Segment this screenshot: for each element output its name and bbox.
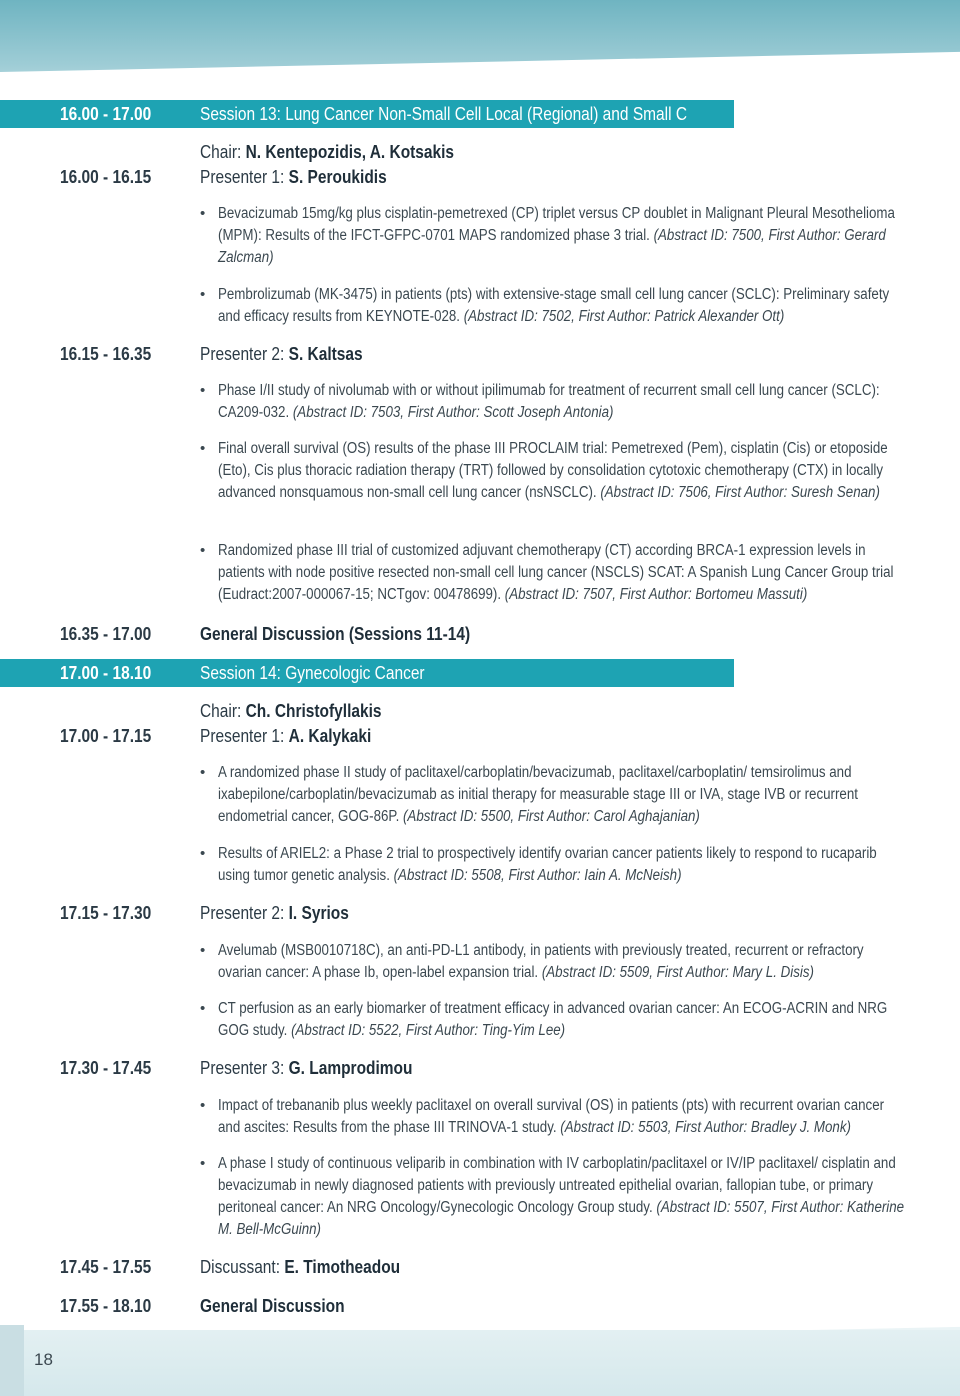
abstract-text: Bevacizumab 15mg/kg plus cisplatin-pemetrexed (CP) triplet versus CP doublet in Malignant Pleural Mesothelioma (MPM): Results of the IFCT-GFPC-0701 MAPS randomized phase 3 trial. (218, 205, 895, 244)
bullet-icon: • (200, 942, 206, 959)
abstract-text: Phase I/II study of nivolumab with or without ipilimumab for treatment of recurrent small cell lung cancer (SCLC): CA209-032. (218, 382, 880, 421)
abstract-item (200, 203, 940, 269)
presenter-name: S. Kaltsas (288, 344, 363, 364)
session-14-title: Session 14: Gynecologic Cancer (200, 663, 425, 683)
s14-discussant (200, 1256, 400, 1278)
chair-names: Ch. Christofyllakis (245, 701, 382, 721)
abstract-text: Results of ARIEL2: a Phase 2 trial to prospectively identify ovarian cancer patients likely to respond to rucaparib using tumor genetic analysis. (218, 845, 877, 884)
discussant-label: Discussant: (200, 1257, 285, 1277)
bullet-icon: • (200, 542, 206, 559)
presenter-label: Presenter 3: (200, 1058, 289, 1078)
bullet-icon: • (200, 440, 206, 457)
abstract-item (200, 540, 940, 606)
presenter-name: I. Syrios (288, 903, 349, 923)
presenter-label: Presenter 2: (200, 344, 289, 364)
abstract-ref: (Abstract ID: 5507, First Author: Katherine M. Bell-McGuinn) (218, 1199, 905, 1238)
abstract-text: A randomized phase II study of paclitaxel/carboplatin/bevacizumab, paclitaxel/carboplatin/ temsirolimus and ixabepilone/carboplatin/bevacizumab as initial therapy for measurable stage III or IVA, stage IVB or recurrent endometrial cancer, GOG-86P. (218, 764, 858, 825)
chair-label: Chair: (200, 142, 246, 162)
abstract-ref: (Abstract ID: 5503, First Author: Bradley J. Monk) (560, 1119, 851, 1136)
abstract-text: A phase I study of continuous veliparib in combination with IV carboplatin/paclitaxel or IV/IP paclitaxel/ cisplatin and bevacizumab in newly diagnosed patients with previously untreated epithelial ovarian, fallopian tube, or primary peritoneal cancer: An NRG Oncology/Gynecologic Oncology Group study. (218, 1155, 896, 1216)
abstract-ref: (Abstract ID: 5508, First Author: Iain A. McNeish) (393, 867, 682, 884)
presenter-label: Presenter 2: (200, 903, 289, 923)
bullet-icon: • (200, 205, 206, 222)
s13-p2-time: 16.15 - 16.35 (60, 344, 152, 364)
abstract-text: Randomized phase III trial of customized adjuvant chemotherapy (CT) according BRCA-1 expression levels in patients with node positive resected non-small cell lung cancer (NSCLS) SCAT: A Spanish Lung Cancer Group trial (Eudract:2007-000067-15; NCTgov: 00478699). (218, 542, 894, 603)
session-13-title: Session 13: Lung Cancer Non-Small Cell Local (Regional) and Small C (200, 104, 688, 124)
page-number: 18 (34, 1350, 53, 1369)
s14-discussion-title: General Discussion (200, 1296, 345, 1316)
bullet-icon: • (200, 286, 206, 303)
s14-p1-time: 17.00 - 17.15 (60, 726, 152, 746)
presenter-label: Presenter 1: (200, 726, 289, 746)
abstract-ref: (Abstract ID: 7500, First Author: Gerard Zalcman) (218, 227, 886, 266)
chair-names: N. Kentepozidis, A. Kotsakis (245, 142, 455, 162)
s13-p2-presenter (200, 343, 363, 365)
s14-p2-presenter (200, 902, 349, 924)
s14-discussant-time: 17.45 - 17.55 (60, 1257, 152, 1277)
abstract-text: Avelumab (MSB0010718C), an anti-PD-L1 antibody, in patients with previously treated, recurrent or refractory ovarian cancer: A phase Ib, open-label expansion trial. (218, 942, 864, 981)
abstract-ref: (Abstract ID: 7506, First Author: Suresh Senan) (600, 484, 880, 501)
abstract-item (200, 843, 940, 887)
bullet-icon: • (200, 1155, 206, 1172)
abstract-item (200, 284, 940, 328)
abstract-ref: (Abstract ID: 7507, First Author: Bortomeu Massuti) (504, 586, 808, 603)
abstract-item (200, 438, 940, 504)
presenter-name: G. Lamprodimou (288, 1058, 413, 1078)
abstract-item (200, 1095, 940, 1139)
presenter-name: A. Kalykaki (288, 726, 372, 746)
s13-p1-time: 16.00 - 16.15 (60, 167, 152, 187)
abstract-ref: (Abstract ID: 7502, First Author: Patrick Alexander Ott) (463, 308, 785, 325)
abstract-text: CT perfusion as an early biomarker of treatment efficacy in advanced ovarian cancer: An ECOG-ACRIN and NRG GOG study. (218, 1000, 888, 1039)
presenter-label: Presenter 1: (200, 167, 289, 187)
abstract-item (200, 1153, 940, 1241)
abstract-ref: (Abstract ID: 5522, First Author: Ting-Yim Lee) (291, 1022, 566, 1039)
chair-label: Chair: (200, 701, 246, 721)
bullet-icon: • (200, 382, 206, 399)
s14-p3-presenter (200, 1057, 412, 1079)
abstract-item (200, 940, 940, 984)
s13-discussion-time: 16.35 - 17.00 (60, 624, 152, 644)
s14-p2-time: 17.15 - 17.30 (60, 903, 152, 923)
session-14-chair (200, 700, 382, 722)
abstract-text: Impact of trebananib plus weekly paclitaxel on overall survival (OS) in patients (pts) with recurrent ovarian cancer and ascites: Results from the phase III TRINOVA-1 study. (218, 1097, 885, 1136)
abstract-text: Pembrolizumab (MK-3475) in patients (pts) with extensive-stage small cell lung cancer (SCLC): Preliminary safety and efficacy results from KEYNOTE-028. (218, 286, 890, 325)
bullet-icon: • (200, 1097, 206, 1114)
presenter-name: S. Peroukidis (288, 167, 387, 187)
s14-p3-time: 17.30 - 17.45 (60, 1058, 152, 1078)
abstract-ref: (Abstract ID: 7503, First Author: Scott Joseph Antonia) (292, 404, 614, 421)
s13-p1-presenter (200, 166, 387, 188)
discussant-name: E. Timotheadou (284, 1257, 401, 1277)
bullet-icon: • (200, 1000, 206, 1017)
session-13-time: 16.00 - 17.00 (60, 104, 152, 124)
session-13-chair (200, 141, 454, 163)
session-14-time: 17.00 - 18.10 (60, 663, 152, 683)
bullet-icon: • (200, 764, 206, 781)
abstract-text: Final overall survival (OS) results of the phase III PROCLAIM trial: Pemetrexed (Pem), cisplatin (Cis) or etoposide (Eto), Cis plus thoracic radiation therapy (TRT) followed by consolidation cytotoxic chemotherapy (CTX) in locally advanced nonsquamous non-small cell lung cancer (nsNSCLC). (218, 440, 888, 501)
abstract-item (200, 762, 940, 828)
s14-discussion-time: 17.55 - 18.10 (60, 1296, 152, 1316)
bullet-icon: • (200, 845, 206, 862)
abstract-item (200, 380, 940, 424)
abstract-ref: (Abstract ID: 5500, First Author: Carol Aghajanian) (402, 808, 700, 825)
s14-p1-presenter (200, 725, 371, 747)
abstract-item (200, 998, 940, 1042)
abstract-ref: (Abstract ID: 5509, First Author: Mary L. Disis) (541, 964, 814, 981)
s13-discussion-title: General Discussion (Sessions 11-14) (200, 624, 471, 644)
